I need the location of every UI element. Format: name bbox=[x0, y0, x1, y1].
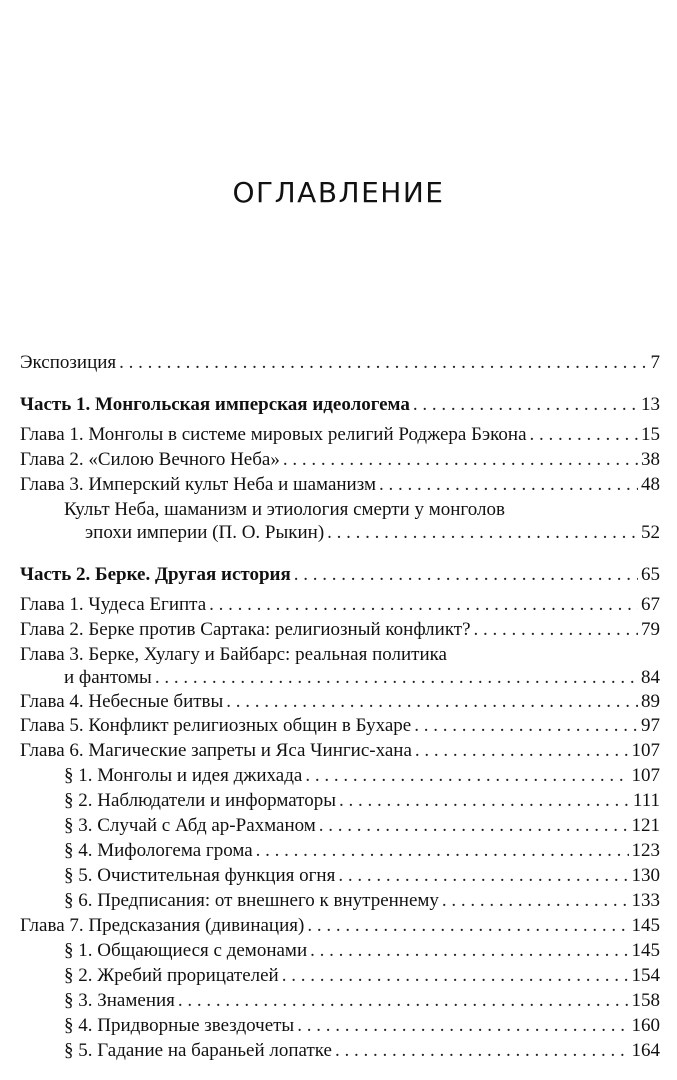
toc-entry-label: § 3. Знамения bbox=[64, 990, 175, 1011]
toc-entry bbox=[64, 666, 660, 690]
toc-entry-label: § 4. Придворные звездочеты bbox=[64, 1015, 295, 1036]
toc-entry-label: § 2. Наблюдатели и информаторы bbox=[64, 790, 336, 811]
toc-entry bbox=[20, 351, 660, 375]
toc-entry-page: 111 bbox=[632, 790, 660, 811]
toc-entry bbox=[20, 739, 660, 763]
toc-entry-label: § 1. Общающиеся с демонами bbox=[64, 940, 308, 961]
toc-entry bbox=[64, 889, 660, 913]
toc-entry-page: 154 bbox=[631, 965, 660, 986]
toc-entry bbox=[64, 1039, 660, 1063]
dot-leader bbox=[413, 393, 638, 417]
toc-entry-page: 160 bbox=[631, 1015, 660, 1036]
dot-leader bbox=[256, 839, 629, 863]
toc-entry bbox=[64, 498, 505, 522]
dot-leader bbox=[282, 964, 629, 988]
dot-leader bbox=[305, 764, 628, 788]
dot-leader bbox=[119, 351, 647, 375]
dot-leader bbox=[307, 914, 628, 938]
toc-entry bbox=[64, 814, 660, 838]
toc-entry-label: Глава 6. Магические запреты и Яса Чингис-хана bbox=[20, 740, 412, 761]
dot-leader bbox=[327, 521, 638, 545]
toc-entry-page: 48 bbox=[641, 474, 660, 495]
toc-entry-label: § 1. Монголы и идея джихада bbox=[64, 765, 303, 786]
toc-entry-page: 164 bbox=[631, 1040, 660, 1061]
toc-entry-label: Глава 1. Монголы в системе мировых религий Роджера Бэкона bbox=[20, 424, 527, 445]
dot-leader bbox=[530, 423, 638, 447]
toc-entry-page: 65 bbox=[641, 564, 660, 585]
toc-entry-label: Глава 2. Берке против Сартака: религиозный конфликт? bbox=[20, 619, 471, 640]
dot-leader bbox=[209, 593, 638, 617]
toc-entry bbox=[64, 989, 660, 1013]
toc-entry bbox=[20, 593, 660, 617]
toc-entry-page: 79 bbox=[641, 619, 660, 640]
dot-leader bbox=[178, 989, 629, 1013]
toc-entry bbox=[64, 789, 660, 813]
toc-entry-page: 52 bbox=[641, 522, 660, 543]
dot-leader bbox=[474, 618, 638, 642]
toc-entry-label: Глава 3. Берке, Хулагу и Байбарс: реальная политика bbox=[20, 644, 447, 665]
toc-entry-page: 7 bbox=[650, 352, 660, 373]
toc-entry-label: Глава 4. Небесные битвы bbox=[20, 691, 224, 712]
toc-entry bbox=[64, 1014, 660, 1038]
toc-entry bbox=[20, 423, 660, 447]
toc-entry-label: Глава 5. Конфликт религиозных общин в Бухаре bbox=[20, 715, 412, 736]
toc-entry-label: § 5. Очистительная функция огня bbox=[64, 865, 336, 886]
dot-leader bbox=[415, 739, 629, 763]
toc-entry-label: Глава 1. Чудеса Египта bbox=[20, 594, 207, 615]
toc-entry-label: § 4. Мифологема грома bbox=[64, 840, 253, 861]
toc-entry-page: 84 bbox=[641, 667, 660, 688]
dot-leader bbox=[283, 448, 638, 472]
toc-entry-label: Культ Неба, шаманизм и этиология смерти у монголов bbox=[64, 499, 505, 520]
toc-entry-label: эпохи империи (П. О. Рыкин) bbox=[85, 522, 325, 543]
toc-entry bbox=[20, 643, 447, 667]
dot-leader bbox=[379, 473, 638, 497]
toc-entry-page: 123 bbox=[631, 840, 660, 861]
toc-entry bbox=[64, 764, 660, 788]
toc-entry-label: § 5. Гадание на бараньей лопатке bbox=[64, 1040, 332, 1061]
dot-leader bbox=[297, 1014, 628, 1038]
dot-leader bbox=[155, 666, 638, 690]
toc-entry bbox=[20, 448, 660, 472]
toc-entry-page: 133 bbox=[631, 890, 660, 911]
toc-entry-label: Часть 1. Монгольская имперская идеологема bbox=[20, 394, 410, 415]
dot-leader bbox=[339, 789, 630, 813]
toc-entry bbox=[20, 393, 660, 417]
toc-entry-page: 15 bbox=[641, 424, 660, 445]
toc-entry-label: § 3. Случай с Абд ар-Рахманом bbox=[64, 815, 316, 836]
toc-entry bbox=[20, 714, 660, 738]
toc-entry bbox=[64, 839, 660, 863]
toc-entry-page: 67 bbox=[641, 594, 660, 615]
dot-leader bbox=[442, 889, 629, 913]
toc-entry bbox=[64, 864, 660, 888]
page-title: ОГЛАВЛЕНИЕ bbox=[232, 176, 445, 209]
toc-entry-page: 145 bbox=[631, 915, 660, 936]
toc-entry bbox=[20, 914, 660, 938]
toc-entry-label: Часть 2. Берке. Другая история bbox=[20, 564, 291, 585]
dot-leader bbox=[335, 1039, 629, 1063]
dot-leader bbox=[226, 690, 638, 714]
dot-leader bbox=[294, 563, 638, 587]
toc-entry-label: Глава 2. «Силою Вечного Неба» bbox=[20, 449, 280, 470]
dot-leader bbox=[319, 814, 629, 838]
dot-leader bbox=[414, 714, 638, 738]
toc-entry-label: § 6. Предписания: от внешнего к внутреннему bbox=[64, 890, 439, 911]
toc-entry bbox=[85, 521, 660, 545]
dot-leader bbox=[338, 864, 628, 888]
toc-entry-page: 38 bbox=[641, 449, 660, 470]
toc-entry-page: 107 bbox=[631, 740, 660, 761]
toc-entry-label: Глава 7. Предсказания (дивинация) bbox=[20, 915, 305, 936]
toc-entry bbox=[20, 473, 660, 497]
toc-entry-page: 107 bbox=[631, 765, 660, 786]
toc-entry-label: Экспозиция bbox=[20, 352, 117, 373]
toc-entry-page: 89 bbox=[641, 691, 660, 712]
toc-entry bbox=[64, 964, 660, 988]
toc-entry bbox=[20, 563, 660, 587]
toc-entry-page: 158 bbox=[631, 990, 660, 1011]
toc-entry-page: 13 bbox=[641, 394, 660, 415]
toc-entry-label: и фантомы bbox=[64, 667, 152, 688]
toc-entry-label: § 2. Жребий прорицателей bbox=[64, 965, 279, 986]
toc-entry-page: 130 bbox=[631, 865, 660, 886]
dot-leader bbox=[310, 939, 628, 963]
toc-entry-label: Глава 3. Имперский культ Неба и шаманизм bbox=[20, 474, 376, 495]
toc-entry-page: 145 bbox=[631, 940, 660, 961]
toc-entry-page: 97 bbox=[641, 715, 660, 736]
toc-entry bbox=[20, 618, 660, 642]
toc-entry-page: 121 bbox=[631, 815, 660, 836]
toc-entry bbox=[64, 939, 660, 963]
toc-entry bbox=[20, 690, 660, 714]
